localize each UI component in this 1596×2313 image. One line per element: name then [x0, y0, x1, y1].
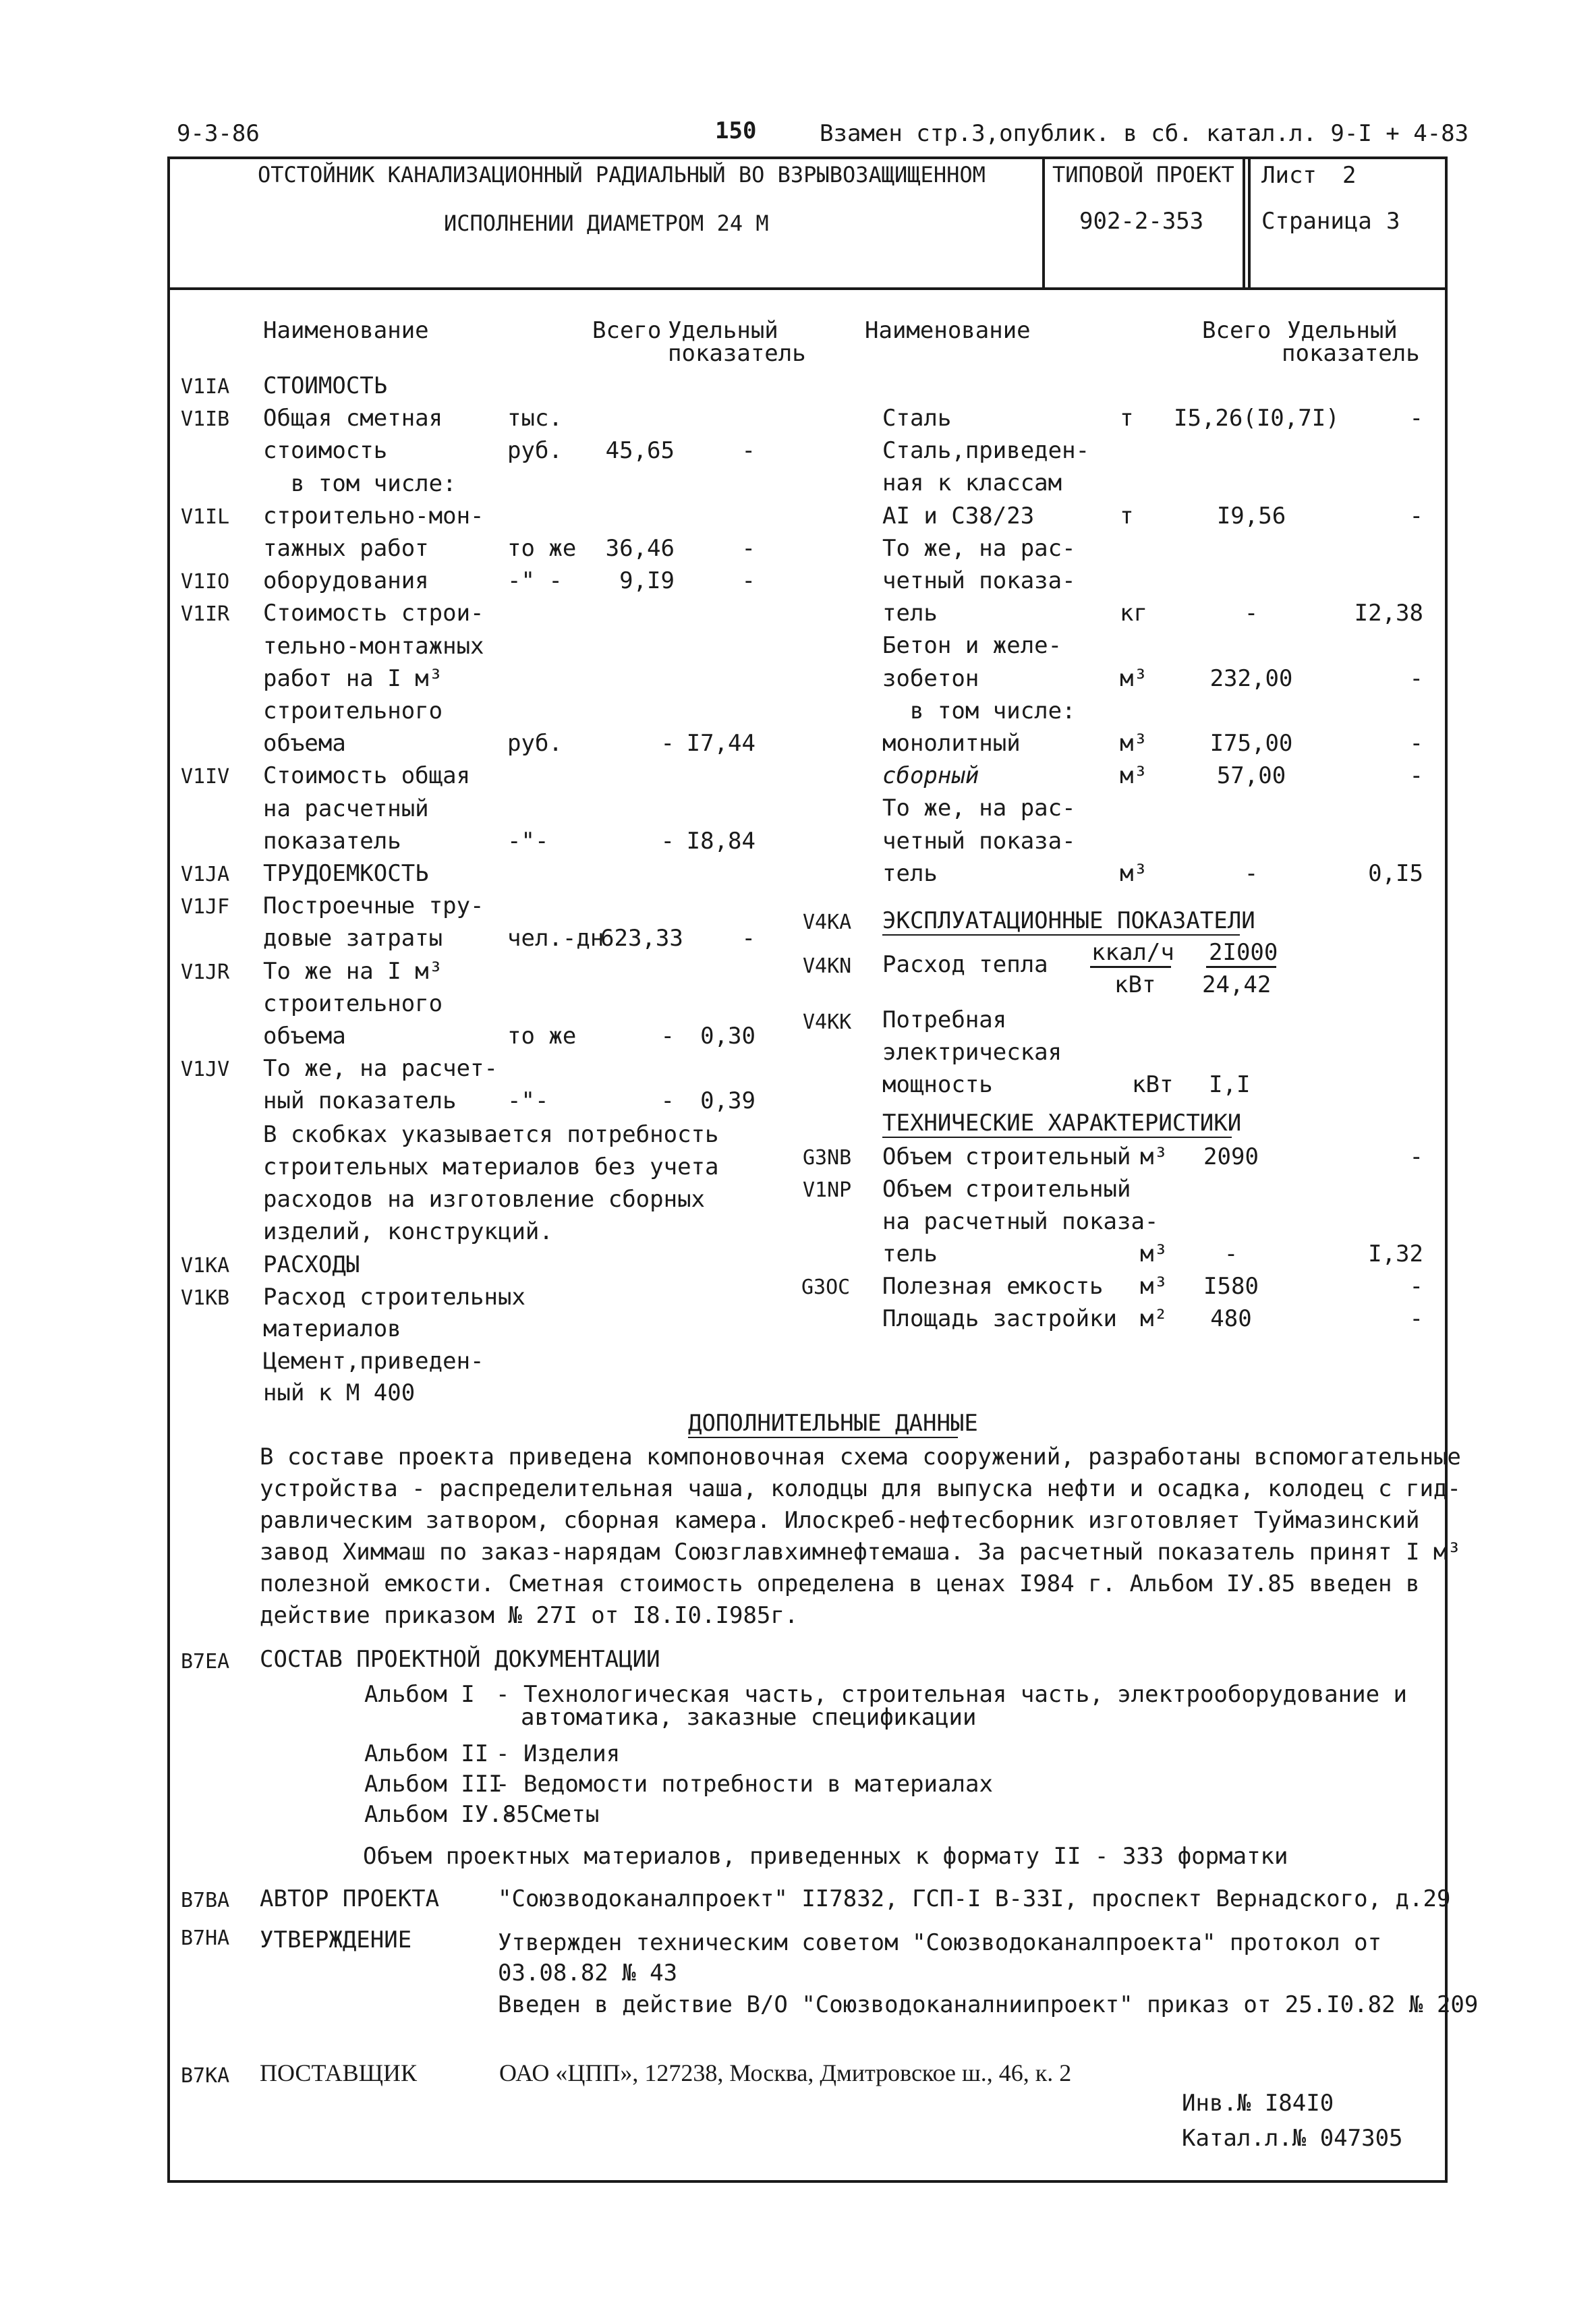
left-row-name: в том числе:: [263, 470, 457, 497]
project-label: ТИПОВОЙ ПРОЕКТ: [1052, 162, 1234, 188]
supplier-label: ПОСТАВЩИК: [260, 2059, 417, 2086]
heat-unit-top: ккал/ч: [1091, 939, 1174, 966]
right-row-spec: I2,38: [1354, 600, 1423, 627]
left-row-total: 36,46: [605, 535, 675, 562]
right-row-unit: м³: [1120, 860, 1147, 887]
right-row-name: Сталь: [882, 405, 952, 432]
left-row-name: тажных работ: [263, 535, 429, 562]
left-row-code: V1IR: [181, 602, 230, 626]
left-row-spec: -: [741, 567, 756, 594]
heat-value-fraction-line: [1206, 966, 1276, 968]
left-row-name: стоимость: [263, 437, 388, 464]
right-row-name: Бетон и желе-: [882, 632, 1062, 659]
sheet-label: Лист: [1261, 162, 1317, 189]
right-row-unit: м³: [1120, 762, 1147, 789]
left-row-unit: -"-: [507, 1087, 549, 1114]
left-row-total: -: [660, 1087, 675, 1114]
title-block-divider-3: [1248, 156, 1251, 289]
left-row-name: То же на I м³: [263, 958, 443, 985]
tech-row-name: на расчетный показа-: [882, 1208, 1159, 1235]
additional-line: равлическим затвором, сборная камера. Илоскреб-нефтесборник изготовляет Туймазинский: [260, 1507, 1420, 1534]
additional-line: устройства - распределительная чаша, колодцы для выпуска нефти и осадка, колодец с гид-: [260, 1475, 1461, 1502]
left-row-total: 9,I9: [619, 567, 675, 594]
title-line-1: ОТСТОЙНИК КАНАЛИЗАЦИОННЫЙ РАДИАЛЬНЫЙ ВО ВЗРЫВОЗАЩИЩЕННОМ: [258, 162, 986, 188]
left-row-unit: руб.: [507, 437, 563, 464]
left-row-total: 45,65: [605, 437, 675, 464]
tech-row-code: G3NB: [803, 1146, 852, 1170]
right-row-spec: 0,I5: [1368, 860, 1423, 887]
left-row-name: ный показатель: [263, 1087, 457, 1114]
tech-row-code: G3OC: [801, 1276, 851, 1299]
left-row-unit: чел.-дн: [507, 925, 604, 952]
heat-value-top: 2I000: [1209, 939, 1278, 966]
note-line: строительных материалов без учета: [263, 1153, 719, 1180]
left-row-name: Стоимость общая: [263, 762, 471, 789]
right-row-total: 232,00: [1209, 665, 1293, 692]
right-row-name: четный показа-: [882, 828, 1076, 855]
left-row-name: Стоимость строи-: [263, 600, 484, 627]
right-row-name: Сталь,приведен-: [882, 437, 1090, 464]
left-tail-code: V1KB: [181, 1286, 230, 1310]
right-row-unit: м³: [1120, 730, 1147, 757]
right-header-name: Наименование: [865, 317, 1031, 344]
tech-row-spec: -: [1409, 1305, 1423, 1332]
left-row-name: строительно-мон-: [263, 503, 484, 530]
album-desc: - Технологическая часть, строительная часть, электрооборудование и: [496, 1681, 1408, 1708]
tech-row-unit: м²: [1140, 1305, 1168, 1332]
tech-row-name: тель: [882, 1240, 938, 1267]
right-row-name: тель: [882, 860, 938, 887]
page-code: 9-3-86: [177, 120, 260, 147]
left-row-spec: I7,44: [686, 730, 756, 757]
left-row-code: V1IV: [181, 765, 230, 789]
title-block-divider-1: [1042, 156, 1045, 289]
left-row-unit: тыс.: [507, 405, 563, 432]
additional-line: В составе проекта приведена компоновочная схема сооружений, разработаны вспомогательные: [260, 1444, 1461, 1470]
power-code: V4KK: [803, 1010, 852, 1034]
approval-label: УТВЕРЖДЕНИЕ: [260, 1926, 412, 1953]
album-desc-continued: автоматика, заказные спецификации: [521, 1704, 977, 1731]
tech-row-total: 480: [1210, 1305, 1252, 1332]
left-row-code: V1IO: [181, 570, 230, 594]
left-row-name: объема: [263, 1023, 346, 1050]
title-block-divider-2: [1243, 156, 1245, 289]
album-desc: - Сметы: [503, 1801, 600, 1828]
additional-heading-underline: [688, 1437, 958, 1438]
right-header-specific: Удельный: [1287, 317, 1398, 344]
right-row-name: четный показа-: [882, 567, 1076, 594]
right-row-name: AI и С38/23: [882, 503, 1035, 530]
left-row-total: -: [660, 730, 675, 757]
author-text: "Союзводоканалпроект" II7832, ГСП-I В-33I, проспект Вернадского, д.29: [498, 1885, 1451, 1912]
right-row-unit: т: [1120, 503, 1134, 530]
right-header-specific2: показатель: [1282, 340, 1420, 367]
left-row-name: довые затраты: [263, 925, 443, 952]
supplier-code: B7KA: [181, 2064, 230, 2088]
project-number: 902-2-353: [1079, 208, 1204, 235]
left-row-name: Построечные тру-: [263, 892, 484, 919]
left-row-name: показатель: [263, 828, 401, 855]
left-row-spec: 0,30: [700, 1023, 756, 1050]
right-row-spec: -: [1409, 665, 1423, 692]
tech-row-unit: м³: [1140, 1240, 1168, 1267]
right-row-total: I5,26(I0,7I): [1174, 405, 1340, 432]
left-tail-name: Расход строительных: [263, 1284, 525, 1311]
right-row-name: То же, на рас-: [882, 795, 1076, 822]
left-row-spec: I8,84: [686, 828, 756, 855]
ops-heading-code: V4KA: [803, 911, 852, 934]
left-header-name: Наименование: [263, 317, 429, 344]
right-row-unit: кг: [1120, 600, 1147, 627]
heat-unit-fraction-line: [1090, 966, 1171, 968]
tech-row-name: Площадь застройки: [882, 1305, 1117, 1332]
right-row-total: -: [1244, 600, 1259, 627]
author-label: АВТОР ПРОЕКТА: [260, 1885, 440, 1912]
right-row-spec: -: [1409, 503, 1423, 530]
left-row-spec: 0,39: [700, 1087, 756, 1114]
right-row-total: I75,00: [1209, 730, 1293, 757]
album-name: Альбом III: [364, 1771, 503, 1798]
tech-heading: ТЕХНИЧЕСКИЕ ХАРАКТЕРИСТИКИ: [882, 1110, 1242, 1137]
album-name: Альбом II: [364, 1740, 489, 1767]
power-line-1: Потребная: [882, 1006, 1007, 1033]
ops-heading-underline: [882, 934, 1240, 936]
album-name: Альбом I: [364, 1681, 475, 1708]
tech-row-spec: I,32: [1368, 1240, 1423, 1267]
page-number: 150: [715, 117, 757, 144]
left-row-name: То же, на расчет-: [263, 1055, 498, 1082]
left-tail-code: V1KA: [181, 1254, 230, 1278]
left-row-code: V1IB: [181, 407, 230, 431]
left-row-spec: -: [741, 437, 756, 464]
left-row-code: V1IA: [181, 375, 230, 399]
approval-code: B7HA: [181, 1926, 230, 1950]
tech-row-name: Объем строительный: [882, 1176, 1131, 1203]
tech-row-unit: м³: [1140, 1143, 1168, 1170]
title-line-2: ИСПОЛНЕНИИ ДИАМЕТРОМ 24 М: [444, 210, 769, 236]
left-row-code: V1JR: [181, 961, 230, 984]
supplier-text: ОАО «ЦПП», 127238, Москва, Дмитровское ш., 46, к. 2: [499, 2059, 1072, 2086]
tech-row-name: Полезная емкость: [882, 1273, 1104, 1300]
tech-row-total: I580: [1203, 1273, 1259, 1300]
left-header-specific: Удельный: [668, 317, 778, 344]
right-row-name: То же, на рас-: [882, 535, 1076, 562]
tech-row-name: Объем строительный: [882, 1143, 1131, 1170]
inventory-number: Инв.№ I84I0: [1182, 2090, 1334, 2117]
heat-name: Расход тепла: [882, 951, 1048, 978]
left-row-unit: -" -: [507, 567, 563, 594]
left-row-total: -: [660, 1023, 675, 1050]
tech-row-total: 2090: [1203, 1143, 1259, 1170]
tech-row-code: V1NP: [803, 1178, 852, 1202]
left-tail-name: Цемент,приведен-: [263, 1348, 484, 1375]
left-row-name: ТРУДОЕМКОСТЬ: [263, 860, 429, 887]
note-line: В скобках указывается потребность: [263, 1121, 719, 1148]
note-line: расходов на изготовление сборных: [263, 1186, 706, 1213]
right-header-total: Всего: [1202, 317, 1272, 344]
left-row-total: -: [660, 828, 675, 855]
left-tail-name: РАСХОДЫ: [263, 1251, 360, 1278]
left-row-name: строительного: [263, 697, 443, 724]
right-row-total: 57,00: [1216, 762, 1286, 789]
left-row-name: оборудования: [263, 567, 429, 594]
additional-line: полезной емкости. Сметная стоимость определена в ценах I984 г. Альбом IУ.85 введен в: [260, 1570, 1420, 1597]
right-row-spec: -: [1409, 405, 1423, 432]
left-row-code: V1IL: [181, 505, 230, 529]
left-row-name: на расчетный: [263, 795, 429, 822]
left-header-specific2: показатель: [668, 340, 806, 367]
left-row-unit: -"-: [507, 828, 549, 855]
replaces-note: Взамен стр.3,опублик. в сб. катал.л. 9-I + 4-83: [820, 120, 1469, 147]
additional-line: действие приказом № 27I от I8.I0.I985г.: [260, 1602, 799, 1629]
power-line-3: мощность: [882, 1071, 993, 1098]
left-row-code: V1JF: [181, 895, 230, 919]
doc-code: B7EA: [181, 1650, 230, 1674]
album-desc: - Изделия: [496, 1740, 621, 1767]
left-row-unit: то же: [507, 1023, 577, 1050]
additional-line: завод Химмаш по заказ-нарядам Союзглавхимнефтемаша. За расчетный показатель принят I м³: [260, 1539, 1461, 1566]
approval-line-2: 03.08.82 № 43: [498, 1960, 678, 1987]
doc-heading: СОСТАВ ПРОЕКТНОЙ ДОКУМЕНТАЦИИ: [260, 1646, 660, 1673]
author-code: B7BA: [181, 1889, 230, 1912]
tech-heading-underline: [882, 1137, 1232, 1138]
tech-row-unit: м³: [1140, 1273, 1168, 1300]
left-row-unit: то же: [507, 535, 577, 562]
right-row-total: I9,56: [1216, 503, 1286, 530]
power-line-2: электрическая: [882, 1039, 1062, 1066]
right-row-name: зобетон: [882, 665, 979, 692]
left-row-spec: -: [741, 925, 756, 952]
heat-code: V4KN: [803, 954, 852, 978]
note-line: изделий, конструкций.: [263, 1218, 553, 1245]
right-row-name: монолитный: [882, 730, 1021, 757]
heat-value-bottom: 24,42: [1202, 971, 1272, 998]
right-row-total: -: [1244, 860, 1259, 887]
left-row-name: тельно-монтажных: [263, 633, 484, 660]
sheet-number: 2: [1342, 162, 1357, 189]
additional-heading: ДОПОЛНИТЕЛЬНЫЕ ДАННЫЕ: [688, 1410, 978, 1437]
right-row-name: сборный: [882, 762, 979, 789]
approval-line-1: Утвержден техническим советом "Союзводоканалпроекта" протокол от: [498, 1929, 1382, 1956]
left-row-name: Общая сметная: [263, 405, 443, 432]
left-row-code: V1JV: [181, 1058, 230, 1081]
left-header-total: Всего: [592, 317, 662, 344]
left-row-name: работ на I м³: [263, 665, 443, 692]
right-row-unit: м³: [1120, 665, 1147, 692]
left-row-unit: руб.: [507, 730, 563, 757]
right-row-name: в том числе:: [882, 697, 1076, 724]
album-desc: - Ведомости потребности в материалах: [496, 1771, 993, 1798]
doc-volume: Объем проектных материалов, приведенных к формату II - 333 форматки: [363, 1843, 1288, 1870]
left-row-name: СТОИМОСТЬ: [263, 372, 388, 399]
ops-heading: ЭКСПЛУАТАЦИОННЫЕ ПОКАЗАТЕЛИ: [882, 907, 1255, 934]
right-row-name: ная к классам: [882, 469, 1062, 496]
left-row-code: V1JA: [181, 863, 230, 886]
left-tail-name: ный к М 400: [263, 1379, 416, 1406]
page-label: Страница: [1261, 208, 1372, 235]
approval-line-3: Введен в действие В/О "Союзводоканалниипроект" приказ от 25.I0.82 № 209: [498, 1991, 1479, 2018]
left-row-name: объема: [263, 730, 346, 757]
left-row-name: строительного: [263, 990, 443, 1017]
page-number-inner: 3: [1386, 208, 1400, 235]
left-row-spec: -: [741, 535, 756, 562]
heat-unit-bottom: кВт: [1114, 971, 1156, 998]
right-row-spec: -: [1409, 762, 1423, 789]
left-row-total: 623,33: [600, 925, 683, 952]
album-name: Альбом IУ.85: [364, 1801, 530, 1828]
right-row-name: тель: [882, 600, 938, 627]
tech-row-total: -: [1224, 1240, 1238, 1267]
tech-row-spec: -: [1409, 1143, 1423, 1170]
right-row-spec: -: [1409, 730, 1423, 757]
power-unit: кВт: [1132, 1071, 1174, 1098]
catalog-number: Катал.л.№ 047305: [1182, 2125, 1403, 2152]
title-block-bottom-rule: [167, 287, 1448, 290]
power-value: I,I: [1209, 1071, 1251, 1098]
right-row-unit: т: [1120, 405, 1134, 432]
left-tail-name: материалов: [263, 1315, 401, 1342]
tech-row-spec: -: [1409, 1273, 1423, 1300]
